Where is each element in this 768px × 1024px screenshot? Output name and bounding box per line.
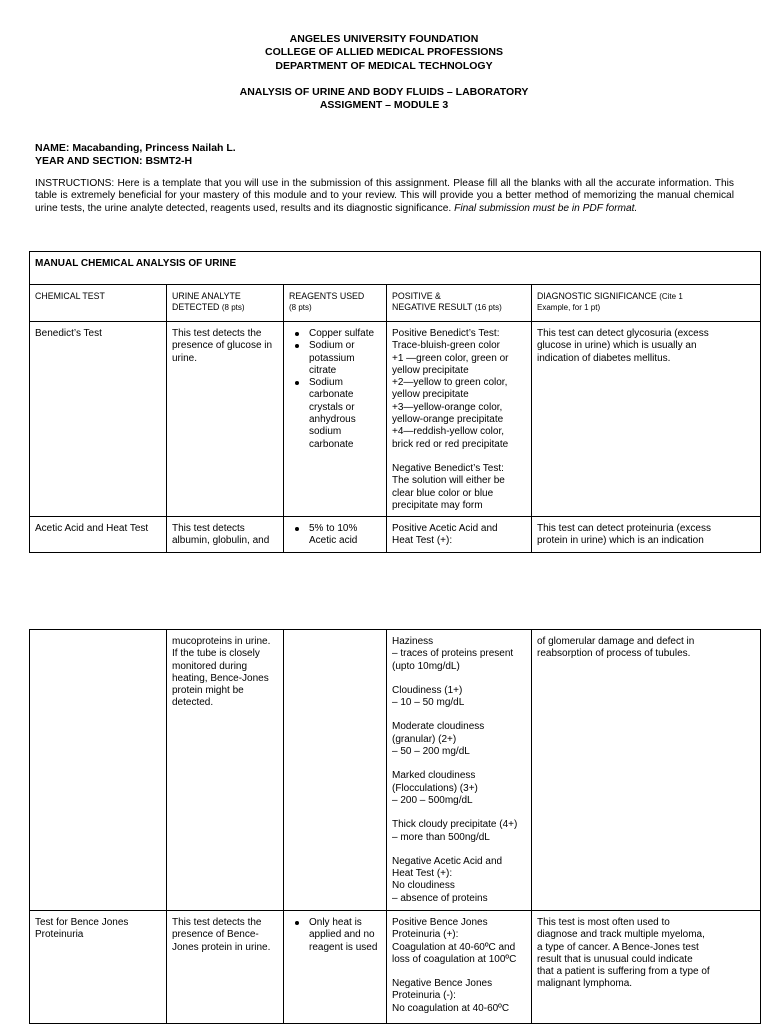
department-name: DEPARTMENT OF MEDICAL TECHNOLOGY bbox=[275, 59, 493, 72]
table-row-bence-jones bbox=[30, 911, 761, 1024]
cell-test-benedict: Benedict’s Test bbox=[30, 322, 167, 517]
cell-result-bence bbox=[387, 911, 532, 1024]
result-group: Marked cloudiness (Flocculations) (3+) – 200 – 500mg/dL bbox=[392, 770, 478, 806]
cell-analyte-bence: This test detects the presence of Bence- Jones protein in urine. bbox=[167, 911, 284, 1024]
header-significance: DIAGNOSTIC SIGNIFICANCE (Cite 1 Example, for 1 pt) bbox=[532, 285, 761, 322]
result-group: Moderate cloudiness (granular) (2+) – 50 – 200 mg/dL bbox=[392, 721, 485, 758]
assignment-header bbox=[0, 86, 768, 113]
reagent-item: Copper sulfate bbox=[309, 328, 382, 340]
cell-reagents-acetic bbox=[284, 517, 387, 553]
reagent-item: Only heat is applied and no reagent is used bbox=[309, 917, 382, 954]
cell-result-benedict bbox=[387, 322, 532, 517]
header-chemical-test: CHEMICAL TEST bbox=[30, 285, 167, 322]
header-reagents: REAGENTS USED (8 pts) bbox=[284, 285, 387, 322]
cell-significance-acetic-cont: of glomerular damage and defect in reabsorption of process of tubules. bbox=[532, 630, 761, 911]
student-name: NAME: Macabanding, Princess Nailah L. bbox=[35, 142, 236, 154]
positive-result: Positive Benedict’s Test: Trace-bluish-green color +1 —green color, green or yellow precipitate +2—yellow to green color, yellow precipitate +3—yellow-orange color, yellow-orange precipitate +4—reddish-yellow color, brick red or red precipitate bbox=[392, 328, 509, 450]
course-title: ANALYSIS OF URINE AND BODY FLUIDS – LABORATORY bbox=[239, 86, 529, 98]
instructions-body: INSTRUCTIONS: Here is a template that you will use in the submission of this assignment. Please fill all the blanks with all the accurate information. This table is extremely beneficial for your mastery of this module and to your review. This will provide you a better method of memorizing the manual chemical urine tests, the urine analyte detected, reagents used, results and its diagnostic significance. bbox=[35, 178, 734, 214]
table-title: MANUAL CHEMICAL ANALYSIS OF URINE bbox=[30, 252, 761, 285]
result-group: Cloudiness (1+) – 10 – 50 mg/dL bbox=[392, 684, 465, 709]
analysis-table-part-1 bbox=[29, 251, 761, 553]
header-urine-analyte: URINE ANALYTE DETECTED (8 pts) bbox=[167, 285, 284, 322]
negative-result: Negative Bence Jones Proteinuria (-): No coagulation at 40-60ºC bbox=[392, 978, 510, 1014]
cell-test-bence: Test for Bence Jones Proteinuria bbox=[30, 911, 167, 1024]
cell-analyte-acetic: This test detects albumin, globulin, and bbox=[167, 517, 284, 553]
cell-analyte-acetic-cont: mucoproteins in urine. If the tube is closely monitored during heating, Bence-Jones protein might be detected. bbox=[167, 630, 284, 911]
table-row-acetic-acid bbox=[30, 517, 761, 553]
cell-test-acetic: Acetic Acid and Heat Test bbox=[30, 517, 167, 553]
cell-reagents-acetic-cont bbox=[284, 630, 387, 911]
reagent-item: Sodium carbonate crystals or anhydrous sodium carbonate bbox=[309, 377, 382, 451]
table-row-benedict bbox=[30, 322, 761, 517]
reagent-item: 5% to 10% Acetic acid bbox=[309, 523, 382, 548]
negative-result: Negative Benedict’s Test: The solution will either be clear blue color or blue precipitate may form bbox=[392, 462, 505, 511]
assignment-title: ASSIGMENT – MODULE 3 bbox=[319, 99, 449, 112]
positive-result: Positive Bence Jones Proteinuria (+): Coagulation at 40-60ºC and loss of coagulation at 100ºC bbox=[392, 917, 517, 965]
result-group: Haziness – traces of proteins present (upto 10mg/dL) bbox=[392, 636, 514, 672]
cell-result-acetic-cont bbox=[387, 630, 532, 911]
cell-result-acetic: Positive Acetic Acid and Heat Test (+): bbox=[387, 517, 532, 553]
instructions-emphasis: Final submission must be in PDF format. bbox=[454, 202, 638, 214]
result-group: Thick cloudy precipitate (4+) – more than 500ng/dL bbox=[392, 819, 518, 843]
cell-reagents-benedict bbox=[284, 322, 387, 517]
table-row-acetic-acid-continued bbox=[30, 630, 761, 911]
year-section: YEAR AND SECTION: BSMT2-H bbox=[35, 155, 193, 167]
cell-significance-acetic: This test can detect proteinuria (excess protein in urine) which is an indication bbox=[532, 517, 761, 553]
result-group: Negative Acetic Acid and Heat Test (+): No cloudiness – absence of proteins bbox=[392, 855, 503, 904]
cell-significance-benedict: This test can detect glycosuria (excess glucose in urine) which is usually an indication of diabetes mellitus. bbox=[532, 322, 761, 517]
cell-analyte-benedict: This test detects the presence of glucose in urine. bbox=[167, 322, 284, 517]
document-header bbox=[0, 33, 768, 73]
cell-significance-bence: This test is most often used to diagnose and track multiple myeloma, a type of cancer. A Bence-Jones test result that is unusual could indicate that a patient is suffering from a type of malignant lymphoma. bbox=[532, 911, 761, 1024]
college-name: COLLEGE OF ALLIED MEDICAL PROFESSIONS bbox=[264, 46, 503, 59]
cell-test-acetic-cont bbox=[30, 630, 167, 911]
table-header-row bbox=[30, 285, 761, 322]
header-result: POSITIVE & NEGATIVE RESULT (16 pts) bbox=[387, 285, 532, 322]
cell-reagents-bence bbox=[284, 911, 387, 1024]
student-info bbox=[35, 142, 236, 168]
instructions bbox=[35, 178, 734, 215]
university-name: ANGELES UNIVERSITY FOUNDATION bbox=[289, 33, 479, 45]
reagent-item: Sodium or potassium citrate bbox=[309, 340, 382, 377]
analysis-table-part-2 bbox=[29, 629, 761, 1024]
